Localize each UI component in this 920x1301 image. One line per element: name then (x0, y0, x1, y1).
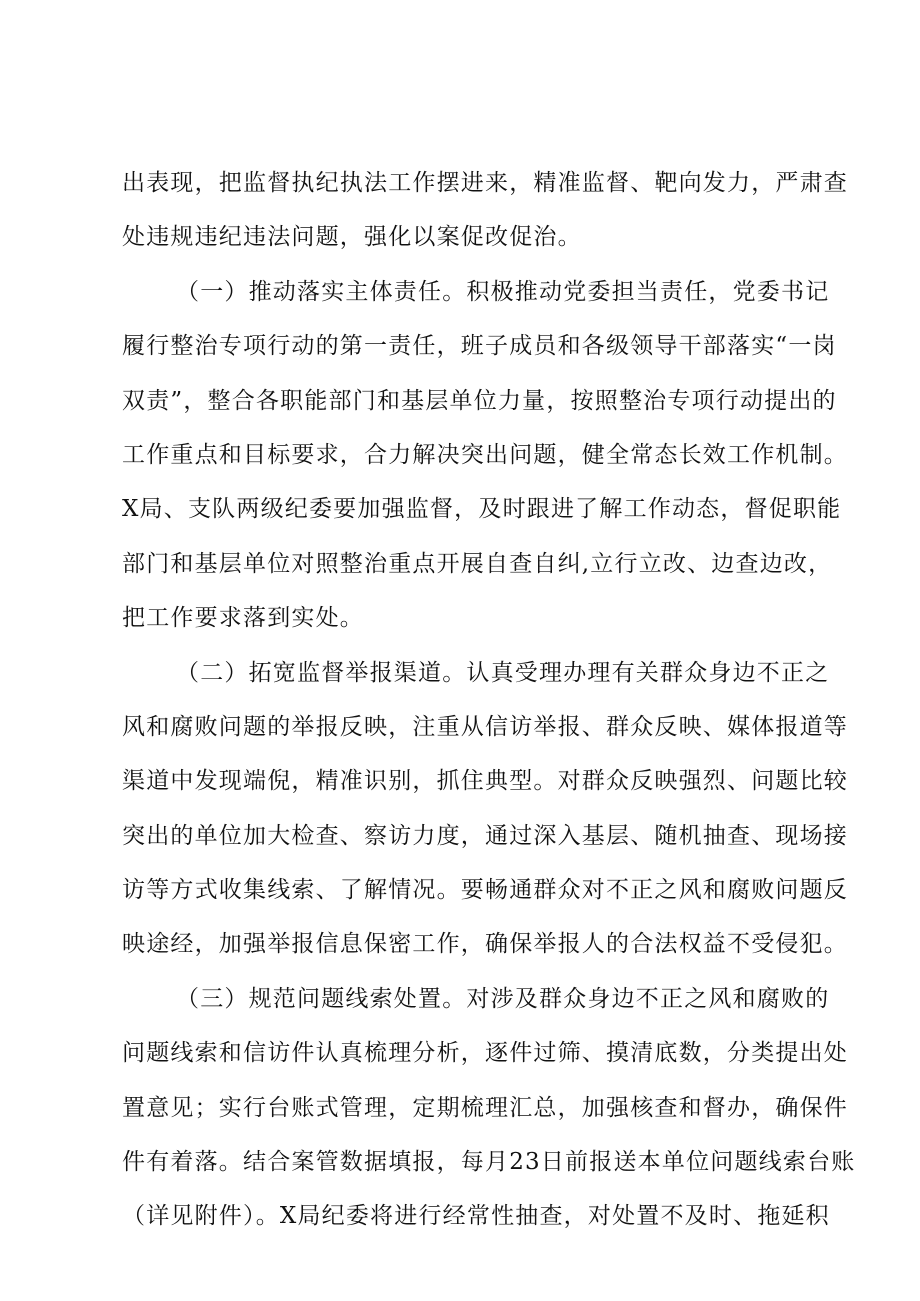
paragraph-line: （详见附件）。X局纪委将进行经常性抽查，对处置不及时、拖延积 (122, 1203, 830, 1230)
paragraph-line: 工作重点和目标要求，合力解决突出问题，健全常态长效工作机制。 (122, 441, 848, 468)
paragraph-line: 渠道中发现端倪，精准识别，抓住典型。对群众反映强烈、问题比较 (122, 768, 848, 795)
paragraph-line: 问题线索和信访件认真梳理分析，逐件过筛、摸清底数，分类提出处 (122, 1040, 848, 1067)
paragraph-line: 风和腐败问题的举报反映，注重从信访举报、群众反映、媒体报道等 (122, 713, 848, 740)
section-heading-line: （二）拓宽监督举报渠道。认真受理办理有关群众身边不正之 (176, 659, 830, 686)
document-body (122, 156, 856, 1244)
section-heading-line: （三）规范问题线索处置。对涉及群众身边不正之风和腐败的 (176, 985, 830, 1012)
paragraph-line: 件有着落。结合案管数据填报，每月23日前报送本单位问题线索台账 (122, 1149, 856, 1176)
paragraph-line: 部门和基层单位对照整治重点开展自查自纠,立行立改、边查边改， (122, 550, 833, 577)
paragraph-line: 置意见；实行台账式管理，定期梳理汇总，加强核查和督办，确保件 (122, 1094, 848, 1121)
paragraph-line: 映途经，加强举报信息保密工作，确保举报人的合法权益不受侵犯。 (122, 931, 848, 958)
paragraph-line: 把工作要求落到实处。 (122, 605, 364, 632)
section-heading-line: （一）推动落实主体责任。积极推动党委担当责任，党委书记 (176, 278, 830, 305)
paragraph-line: 履行整治专项行动的第一责任，班子成员和各级领导干部落实“一岗 (122, 333, 837, 360)
paragraph-line: 出表现，把监督执纪执法工作摆进来，精准监督、靶向发力，严肃查 (122, 170, 848, 196)
paragraph-line: 双责”，整合各职能部门和基层单位力量，按照整治专项行动提出的 (122, 387, 837, 414)
paragraph-line: X局、支队两级纪委要加强监督，及时跟进了解工作动态，督促职能 (122, 496, 842, 523)
paragraph-line: 处违规违纪违法问题，强化以案促改促治。 (122, 224, 582, 251)
paragraph-line: 访等方式收集线索、了解情况。要畅通群众对不正之风和腐败问题反 (122, 877, 848, 904)
paragraph-line: 突出的单位加大检查、察访力度，通过深入基层、随机抽查、现场接 (122, 822, 848, 849)
